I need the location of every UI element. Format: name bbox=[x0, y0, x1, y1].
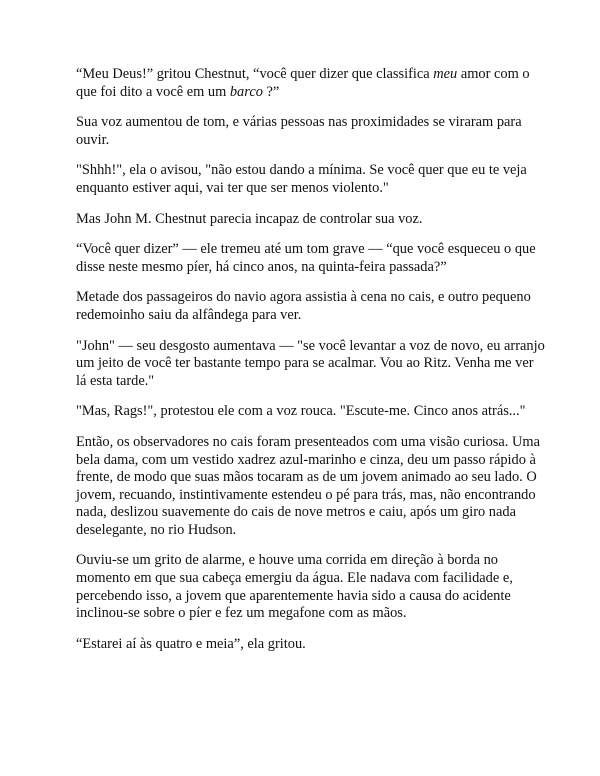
text-run: Metade dos passageiros do navio agora assistia à cena no cais, e outro pequeno redemoinho saiu da alfândega para ver. bbox=[76, 289, 531, 323]
emphasis: meu bbox=[433, 66, 458, 82]
text-run: ?” bbox=[262, 83, 280, 100]
paragraph bbox=[76, 552, 546, 622]
text-run: “Estarei aí às quatro e meia”, ela gritou. bbox=[76, 635, 306, 652]
text-run: Mas John M. Chestnut parecia incapaz de controlar sua voz. bbox=[76, 210, 423, 227]
paragraph bbox=[76, 162, 546, 197]
text-run: “Você quer dizer” — ele tremeu até um tom grave — “que você esqueceu o que disse neste mesmo píer, há cinco anos, na quinta-feira passada?” bbox=[76, 241, 536, 275]
paragraph bbox=[76, 289, 546, 324]
paragraph bbox=[76, 403, 546, 421]
emphasis: barco bbox=[229, 83, 263, 100]
paragraph bbox=[76, 66, 546, 101]
text-run: "Shhh!", ela o avisou, "não estou dando a mínima. Se você quer que eu te veja enquanto estiver aqui, vai ter que ser menos violento." bbox=[76, 162, 527, 196]
paragraph bbox=[76, 434, 546, 540]
text-run: "Mas, Rags!", protestou ele com a voz rouca. "Escute-me. Cinco anos atrás..." bbox=[76, 403, 526, 420]
text-run: “Meu Deus!” gritou Chestnut, “você quer dizer que classifica bbox=[76, 66, 434, 82]
paragraph bbox=[76, 338, 546, 391]
text-run: Sua voz aumentou de tom, e várias pessoas nas proximidades se viraram para ouvir. bbox=[76, 114, 522, 148]
text-run: Ouviu-se um grito de alarme, e houve uma corrida em direção à borda no momento em que sua cabeça emergiu da água. Ele nadava com facilidade e, percebendo isso, a jovem que aparentemente havia sido a causa do acidente inclinou-se sobre o píer e fez um megafone com as mãos. bbox=[76, 552, 513, 622]
paragraph bbox=[76, 114, 546, 149]
paragraph bbox=[76, 211, 546, 229]
paragraph bbox=[76, 241, 546, 276]
text-run: Então, os observadores no cais foram presenteados com uma visão curiosa. Uma bela dama, com um vestido xadrez azul-marinho e cinza, deu um passo rápido à frente, de modo que suas mãos tocaram as de um jovem animado ao seu lado. O jovem, recuando, instintivamente estendeu o pé para trás, mas, não encontrando nada, deslizou suavemente do cais de nove metros e caiu, após um giro nada deselegante, no rio Hudson. bbox=[76, 433, 540, 538]
document-page bbox=[76, 66, 546, 666]
text-run: "John" — seu desgosto aumentava — "se você levantar a voz de novo, eu arranjo um jeito de você ter bastante tempo para se acalmar. Vou ao Ritz. Venha me ver lá esta tarde." bbox=[76, 337, 545, 389]
text-run: amor com o que foi dito a você em um bbox=[76, 66, 530, 100]
paragraph bbox=[76, 636, 546, 654]
